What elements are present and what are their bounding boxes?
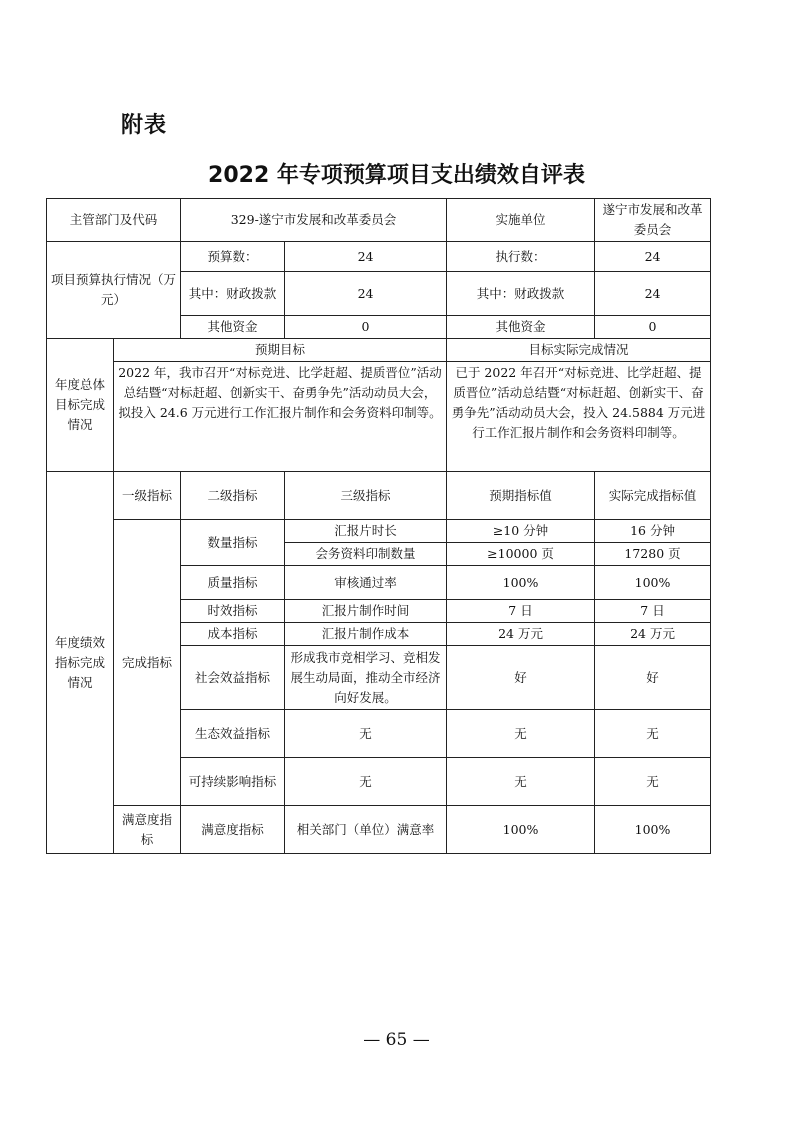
quality-name: 审核通过率 xyxy=(285,566,447,600)
attachment-heading: 附表 xyxy=(121,113,168,138)
sustain-expected: 无 xyxy=(447,758,595,806)
actual-header: 实际完成指标值 xyxy=(595,472,711,520)
actual-goal-header: 目标实际完成情况 xyxy=(447,339,711,362)
fiscal-budget-value: 24 xyxy=(285,272,447,316)
other-exec-value: 0 xyxy=(595,316,711,339)
other-budget-label: 其他资金 xyxy=(181,316,285,339)
cost-label: 成本指标 xyxy=(181,623,285,646)
social-actual: 好 xyxy=(595,646,711,710)
sustain-label: 可持续影响指标 xyxy=(181,758,285,806)
cost-actual: 24 万元 xyxy=(595,623,711,646)
table-row-name: 汇报片时长 xyxy=(285,520,447,543)
satisfaction-label: 满意度指标 xyxy=(181,806,285,854)
fiscal-exec-value: 24 xyxy=(595,272,711,316)
timeliness-expected: 7 日 xyxy=(447,600,595,623)
actual-goal-text: 已于 2022 年召开“对标竞进、比学赶超、提质晋位”活动总结暨“对标赶超、创新实干、奋勇争先”活动动员大会，投入 24.5884 万元进行工作汇报片制作和会务资料印制等。 xyxy=(447,362,711,472)
eco-name: 无 xyxy=(285,710,447,758)
dept-label: 主管部门及代码 xyxy=(47,199,181,242)
cost-expected: 24 万元 xyxy=(447,623,595,646)
social-name: 形成我市竞相学习、竞相发展生动局面，推动全市经济向好发展。 xyxy=(285,646,447,710)
social-label: 社会效益指标 xyxy=(181,646,285,710)
completion-indicators-label: 完成指标 xyxy=(114,520,181,806)
level2-header: 二级指标 xyxy=(181,472,285,520)
budget-section-label: 项目预算执行情况（万元） xyxy=(47,242,181,339)
level1-header: 一级指标 xyxy=(114,472,181,520)
satisfaction-actual: 100% xyxy=(595,806,711,854)
table-row-actual: 16 分钟 xyxy=(595,520,711,543)
planned-goal-header: 预期目标 xyxy=(114,339,447,362)
table-row-expected: ≥10 分钟 xyxy=(447,520,595,543)
performance-table xyxy=(46,198,711,854)
eco-actual: 无 xyxy=(595,710,711,758)
level3-header: 三级指标 xyxy=(285,472,447,520)
table-row-actual: 17280 页 xyxy=(595,543,711,566)
table-row-name: 会务资料印制数量 xyxy=(285,543,447,566)
quality-expected: 100% xyxy=(447,566,595,600)
satisfaction-expected: 100% xyxy=(447,806,595,854)
planned-goal-text: 2022 年，我市召开“对标竞进、比学赶超、提质晋位”活动总结暨“对标赶超、创新实干、奋勇争先”活动动员大会，拟投入 24.6 万元进行工作汇报片制作和会务资料印制等。 xyxy=(114,362,447,472)
timeliness-label: 时效指标 xyxy=(181,600,285,623)
budget-value: 24 xyxy=(285,242,447,272)
quality-actual: 100% xyxy=(595,566,711,600)
other-exec-label: 其他资金 xyxy=(447,316,595,339)
impl-value: 遂宁市发展和改革委员会 xyxy=(595,199,711,242)
table-row-expected: ≥10000 页 xyxy=(447,543,595,566)
quality-label: 质量指标 xyxy=(181,566,285,600)
exec-value: 24 xyxy=(595,242,711,272)
budget-label: 预算数： xyxy=(181,242,285,272)
sustain-name: 无 xyxy=(285,758,447,806)
eco-expected: 无 xyxy=(447,710,595,758)
dept-value: 329-遂宁市发展和改革委员会 xyxy=(181,199,447,242)
fiscal-budget-label: 其中：财政拨款 xyxy=(181,272,285,316)
page-number: — 65 — xyxy=(363,1030,430,1050)
sustain-actual: 无 xyxy=(595,758,711,806)
exec-label: 执行数： xyxy=(447,242,595,272)
fiscal-exec-label: 其中：财政拨款 xyxy=(447,272,595,316)
quantity-label: 数量指标 xyxy=(181,520,285,566)
goals-section-label: 年度总体目标完成情况 xyxy=(47,339,114,472)
page-title: 2022 年专项预算项目支出绩效自评表 xyxy=(208,163,585,188)
indicators-section-label: 年度绩效指标完成情况 xyxy=(47,472,114,854)
expected-header: 预期指标值 xyxy=(447,472,595,520)
cost-name: 汇报片制作成本 xyxy=(285,623,447,646)
social-expected: 好 xyxy=(447,646,595,710)
satisfaction-group-label: 满意度指标 xyxy=(114,806,181,854)
other-budget-value: 0 xyxy=(285,316,447,339)
eco-label: 生态效益指标 xyxy=(181,710,285,758)
timeliness-actual: 7 日 xyxy=(595,600,711,623)
timeliness-name: 汇报片制作时间 xyxy=(285,600,447,623)
satisfaction-name: 相关部门（单位）满意率 xyxy=(285,806,447,854)
impl-label: 实施单位 xyxy=(447,199,595,242)
